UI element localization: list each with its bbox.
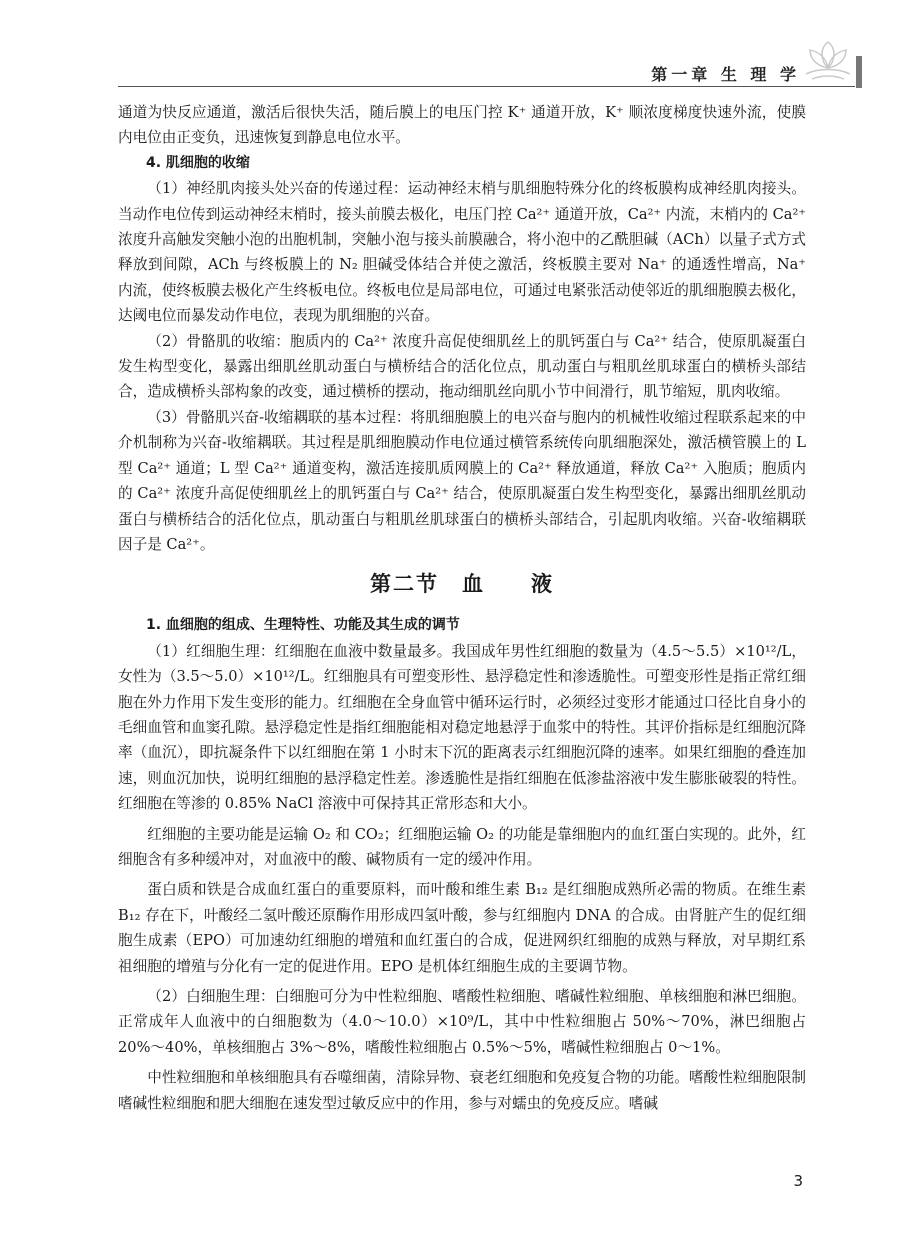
lotus-logo-icon xyxy=(802,38,854,84)
page-header xyxy=(0,0,900,100)
page-body xyxy=(118,100,806,1116)
subsection-heading: 4. 肌细胞的收缩 xyxy=(146,154,250,171)
paragraph: （2）骨骼肌的收缩：胞质内的 Ca²⁺ 浓度升高促使细肌丝上的肌钙蛋白与 Ca²⁺ 结合，使原肌凝蛋白发生构型变化，暴露出细肌丝肌动蛋白与横桥结合的活化位点，肌动蛋白与粗肌丝肌球蛋白的横桥头部结合，造成横桥头部构象的改变，通过横桥的摆动，拖动细肌丝向肌小节中间滑行，肌节缩短，肌肉收缩。 xyxy=(118,332,806,401)
paragraph: 通道为快反应通道，激活后很快失活，随后膜上的电压门控 K⁺ 通道开放，K⁺ 顺浓度梯度快速外流，使膜内电位由正变负，迅速恢复到静息电位水平。 xyxy=(118,104,806,147)
subsection-heading: 1. 血细胞的组成、生理特性、功能及其生成的调节 xyxy=(146,617,460,634)
section-title: 第二节 血 液 xyxy=(370,572,554,597)
page-number: 3 xyxy=(793,1172,803,1190)
paragraph: （1）红细胞生理：红细胞在血液中数量最多。我国成年男性红细胞的数量为（4.5～5.5）×10¹²/L，女性为（3.5～5.0）×10¹²/L。红细胞具有可塑变形性、悬浮稳定性和渗透脆性。可塑变形性是指正常红细胞在外力作用下发生变形的能力。红细胞在全身血管中循环运行时，必须经过变形才能通过口径比自身小的毛细血管和血窦孔隙。悬浮稳定性是指红细胞能相对稳定地悬浮于血浆中的特性。其评价指标是红细胞沉降率（血沉），即抗凝条件下以红细胞在第 1 小时末下沉的距离表示红细胞沉降的速率。如果红细胞的叠连加速，则血沉加快，说明红细胞的悬浮稳定性差。渗透脆性是指红细胞在低渗盐溶液中发生膨胀破裂的特性。红细胞在等渗的 0.85% NaCl 溶液中可保持其正常形态和大小。 xyxy=(118,642,806,813)
paragraph: 蛋白质和铁是合成血红蛋白的重要原料，而叶酸和维生素 B₁₂ 是红细胞成熟所必需的物质。在维生素 B₁₂ 存在下，叶酸经二氢叶酸还原酶作用形成四氢叶酸，参与红细胞内 DNA 的合成。由肾脏产生的促红细胞生成素（EPO）可加速幼红细胞的增殖和血红蛋白的合成，促进网织红细胞的成熟与释放，对早期红系祖细胞的增殖与分化有一定的促进作用。EPO 是机体红细胞生成的主要调节物。 xyxy=(118,881,806,975)
header-bar xyxy=(856,56,862,88)
paragraph: （3）骨骼肌兴奋-收缩耦联的基本过程：将肌细胞膜上的电兴奋与胞内的机械性收缩过程联系起来的中介机制称为兴奋-收缩耦联。其过程是肌细胞膜动作电位通过横管系统传向肌细胞深处，激活横管膜上的 L 型 Ca²⁺ 通道；L 型 Ca²⁺ 通道变构，激活连接肌质网膜上的 Ca²⁺ 释放通道，释放 Ca²⁺ 入胞质；胞质内的 Ca²⁺ 浓度升高促使细肌丝上的肌钙蛋白与 Ca²⁺ 结合，使原肌凝蛋白发生构型变化，暴露出细肌丝肌动蛋白与横桥结合的活化位点，肌动蛋白与粗肌丝肌球蛋白的横桥头部结合，引起肌肉收缩。兴奋-收缩耦联因子是 Ca²⁺。 xyxy=(118,408,806,553)
chapter-title: 第一章 生 理 学 xyxy=(651,65,800,84)
header-rule xyxy=(118,86,855,87)
paragraph: 红细胞的主要功能是运输 O₂ 和 CO₂；红细胞运输 O₂ 的功能是靠细胞内的血红蛋白实现的。此外，红细胞含有多种缓冲对，对血液中的酸、碱物质有一定的缓冲作用。 xyxy=(118,825,806,868)
paragraph: 中性粒细胞和单核细胞具有吞噬细菌，清除异物、衰老红细胞和免疫复合物的功能。嗜酸性粒细胞限制嗜碱性粒细胞和肥大细胞在速发型过敏反应中的作用，参与对蠕虫的免疫反应。嗜碱 xyxy=(118,1069,806,1112)
paragraph: （1）神经肌肉接头处兴奋的传递过程：运动神经末梢与肌细胞特殊分化的终板膜构成神经肌肉接头。当动作电位传到运动神经末梢时，接头前膜去极化，电压门控 Ca²⁺ 通道开放，Ca²⁺ 内流，末梢内的 Ca²⁺ 浓度升高触发突触小泡的出胞机制，突触小泡与接头前膜融合，将小泡中的乙酰胆碱（ACh）以量子式方式释放到间隙，ACh 与终板膜上的 N₂ 胆碱受体结合并使之激活，终板膜主要对 Na⁺ 的通透性增高，Na⁺ 内流，使终板膜去极化产生终板电位。终板电位是局部电位，可通过电紧张活动使邻近的肌细胞膜去极化，达阈电位而暴发动作电位，表现为肌细胞的兴奋。 xyxy=(118,180,806,325)
paragraph: （2）白细胞生理：白细胞可分为中性粒细胞、嗜酸性粒细胞、嗜碱性粒细胞、单核细胞和淋巴细胞。正常成年人血液中的白细胞数为（4.0～10.0）×10⁹/L，其中中性粒细胞占 50%～70%，淋巴细胞占 20%～40%，单核细胞占 3%～8%，嗜酸性粒细胞占 0.5%～5%，嗜碱性粒细胞占 0～1%。 xyxy=(118,988,806,1056)
